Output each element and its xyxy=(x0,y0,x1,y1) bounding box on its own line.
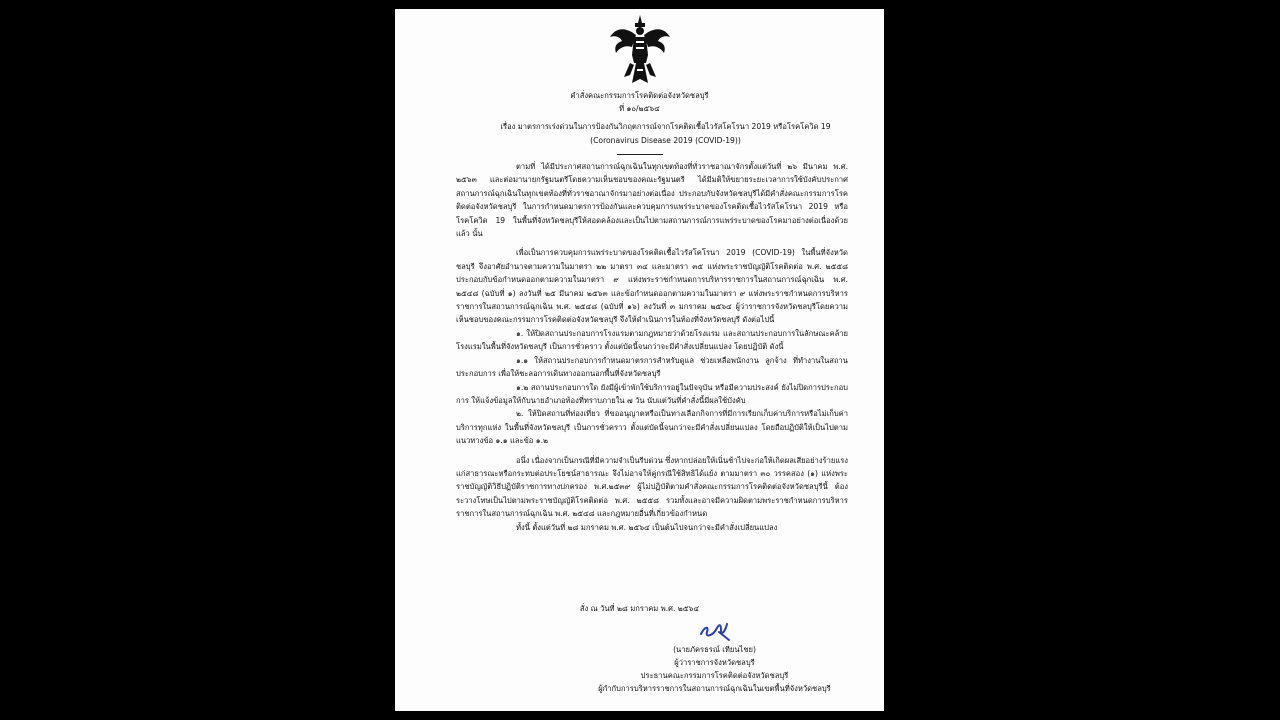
signatory-title: ผู้ว่าราชการจังหวัดชลบุรี xyxy=(674,658,755,667)
paragraph-background: ตามที่ ได้มีประกาศสถานการณ์ฉุกเฉินในทุกเขตท้องที่ทั่วราชอาณาจักรตั้งแต่วันที่ ๒๖ มีนาคม พ.ศ. ๒๕๖๓ และต่อมานายกรัฐมนตรีโดยความเห็นชอบของคณะรัฐมนตรี ได้มีมติให้ขยายระยะเวลาการใช้บังคับประกาศสถานการณ์ฉุกเฉินในทุกเขตท้องที่ทั่วราชอาณาจักรมาอย่างต่อเนื่อง ประกอบกับจังหวัดชลบุรีได้มีคำสั่งคณะกรรมการโรคติดต่อจังหวัดชลบุรี ในการกำหนดมาตรการป้องกันและควบคุมการแพร่ระบาดของโรคติดเชื้อไวรัสโคโรนา 2019 หรือโรคโควิด 19 ในพื้นที่จังหวัดชลบุรีให้สอดคล้องและเป็นไปตามสถานการณ์การแพร่ระบาดของโรคมาอย่างต่อเนื่องด้วยแล้ว นั้น xyxy=(456,162,848,239)
clause-1: ๑. ให้ปิดสถานประกอบการโรงแรมตามกฎหมายว่าด้วยโรงแรม และสถานประกอบการในลักษณะคล้ายโรงแรมในพื้นที่จังหวัดชลบุรี เป็นการชั่วคราว ตั้งแต่บัดนี้จนกว่าจะมีคำสั่งเปลี่ยนแปลง โดยปฏิบัติ ดังนี้ xyxy=(456,328,848,352)
signature-icon xyxy=(697,620,733,642)
signatory-title: ประธานคณะกรรมการโรคติดต่อจังหวัดชลบุรี xyxy=(640,671,789,680)
effective-date: ทั้งนี้ ตั้งแต่วันที่ ๒๘ มกราคม พ.ศ. ๒๕๖๔ เป็นต้นไปจนกว่าจะมีคำสั่งเปลี่ยนแปลง xyxy=(516,522,778,532)
document-page xyxy=(395,9,884,711)
clause-2: ๒. ให้ปิดสถานที่ท่องเที่ยว ที่ขออนุญาตหรือเป็นทางเลือกกิจการที่มีการเรียกเก็บค่าบริการหรือไม่เก็บค่าบริการทุกแห่ง ในพื้นที่จังหวัดชลบุรี เป็นการชั่วคราว ตั้งแต่บัดนี้จนกว่าจะมีคำสั่งเปลี่ยนแปลง โดยถือปฏิบัติให้เป็นไปตามแนวทางข้อ ๑.๑ และข้อ ๑.๒ xyxy=(456,409,848,446)
clause-1-2: ๑.๒ สถานประกอบการใด ยังมีผู้เข้าพักใช้บริการอยู่ในปัจจุบัน หรือมีความประสงค์ ยังไม่ปิดการประกอบการ ให้แจ้งข้อมูลให้กับนายอำเภอท้องที่ทราบภายใน ๗ วัน นับแต่วันที่คำสั่งนี้มีผลใช้บังคับ xyxy=(456,382,848,405)
order-issuer: คำสั่งคณะกรรมการโรคติดต่อจังหวัดชลบุรี xyxy=(570,91,709,100)
order-number: ที่ ๑๐/๒๕๖๔ xyxy=(619,104,660,113)
signatory-block xyxy=(545,643,884,695)
ordered-date: สั่ง ณ วันที่ ๒๘ มกราคม พ.ศ. ๒๕๖๔ xyxy=(579,604,700,613)
signatory-name: (นายภัครธรณ์ เทียนไชย) xyxy=(673,645,756,654)
order-subject xyxy=(477,120,854,148)
signatory-title: ผู้กำกับการบริหารราชการในสถานการณ์ฉุกเฉินในเขตพื้นที่จังหวัดชลบุรี xyxy=(598,684,831,693)
divider xyxy=(617,154,663,155)
subject-english: (Coronavirus Disease 2019 (COVID-19)) xyxy=(590,136,741,145)
garuda-emblem-icon xyxy=(608,13,672,89)
paragraph-authority: เพื่อเป็นการควบคุมการแพร่ระบาดของโรคติดเชื้อไวรัสโคโรนา 2019 (COVID-19) ในพื้นที่จังหวัดชลบุรี จึงอาศัยอำนาจตามความในมาตรา ๒๒ มาตรา ๓๔ และมาตรา ๓๕ แห่งพระราชบัญญัติโรคติดต่อ พ.ศ. ๒๕๕๘ ประกอบกับข้อกำหนดออกตามความในมาตรา ๙ แห่งพระราชกำหนดการบริหารราชการในสถานการณ์ฉุกเฉิน พ.ศ. ๒๕๔๘ (ฉบับที่ ๑) ลงวันที่ ๒๕ มีนาคม ๒๕๖๓ และข้อกำหนดออกตามความในมาตรา ๙ แห่งพระราชกำหนดการบริหารราชการในสถานการณ์ฉุกเฉิน พ.ศ. ๒๕๔๘ (ฉบับที่ ๑๖) ลงวันที่ ๓ มกราคม ๒๕๖๔ ผู้ว่าราชการจังหวัดชลบุรีโดยความเห็นชอบของคณะกรรมการโรคติดต่อจังหวัดชลบุรี จึงให้ดำเนินการในท้องที่จังหวัดชลบุรี ดังต่อไปนี้ xyxy=(456,248,848,325)
subject-line: เรื่อง มาตรการเร่งด่วนในการป้องกันวิกฤตการณ์จากโรคติดเชื้อไวรัสโคโรนา 2019 หรือโรคโควิด 19 xyxy=(500,122,831,131)
paragraph-penalty: อนึ่ง เนื่องจากเป็นกรณีที่มีความจำเป็นรีบด่วน ซึ่งหากปล่อยให้เนิ่นช้าไปจะก่อให้เกิดผลเสียอย่างร้ายแรงแก่สาธารณะหรือกระทบต่อประโยชน์สาธารณะ จึงไม่อาจให้คู่กรณีใช้สิทธิได้แย้ง ตามมาตรา ๓๐ วรรคสอง (๑) แห่งพระราชบัญญัติวิธีปฏิบัติราชการทางปกครอง พ.ศ.๒๕๓๙ ผู้ไม่ปฏิบัติตามคำสั่งคณะกรรมการโรคติดต่อจังหวัดชลบุรีนี้ ต้องระวางโทษเป็นไปตามพระราชบัญญัติโรคติดต่อ พ.ศ. ๒๕๕๘ รวมทั้งและอาจมีความผิดตามพระราชกำหนดการบริหารราชการในสถานการณ์ฉุกเฉิน พ.ศ. ๒๕๔๘ และกฎหมายอื่นที่เกี่ยวข้องกำหนด xyxy=(456,455,848,519)
order-body xyxy=(456,160,848,534)
clause-1-1: ๑.๑ ให้สถานประกอบการกำหนดมาตรการสำหรับดูแล ช่วยเหลือพนักงาน ลูกจ้าง ที่ทำงานในสถานประกอบการ เพื่อให้ชะลอการเดินทางออกนอกพื้นที่จังหวัดชลบุรี xyxy=(456,355,848,379)
